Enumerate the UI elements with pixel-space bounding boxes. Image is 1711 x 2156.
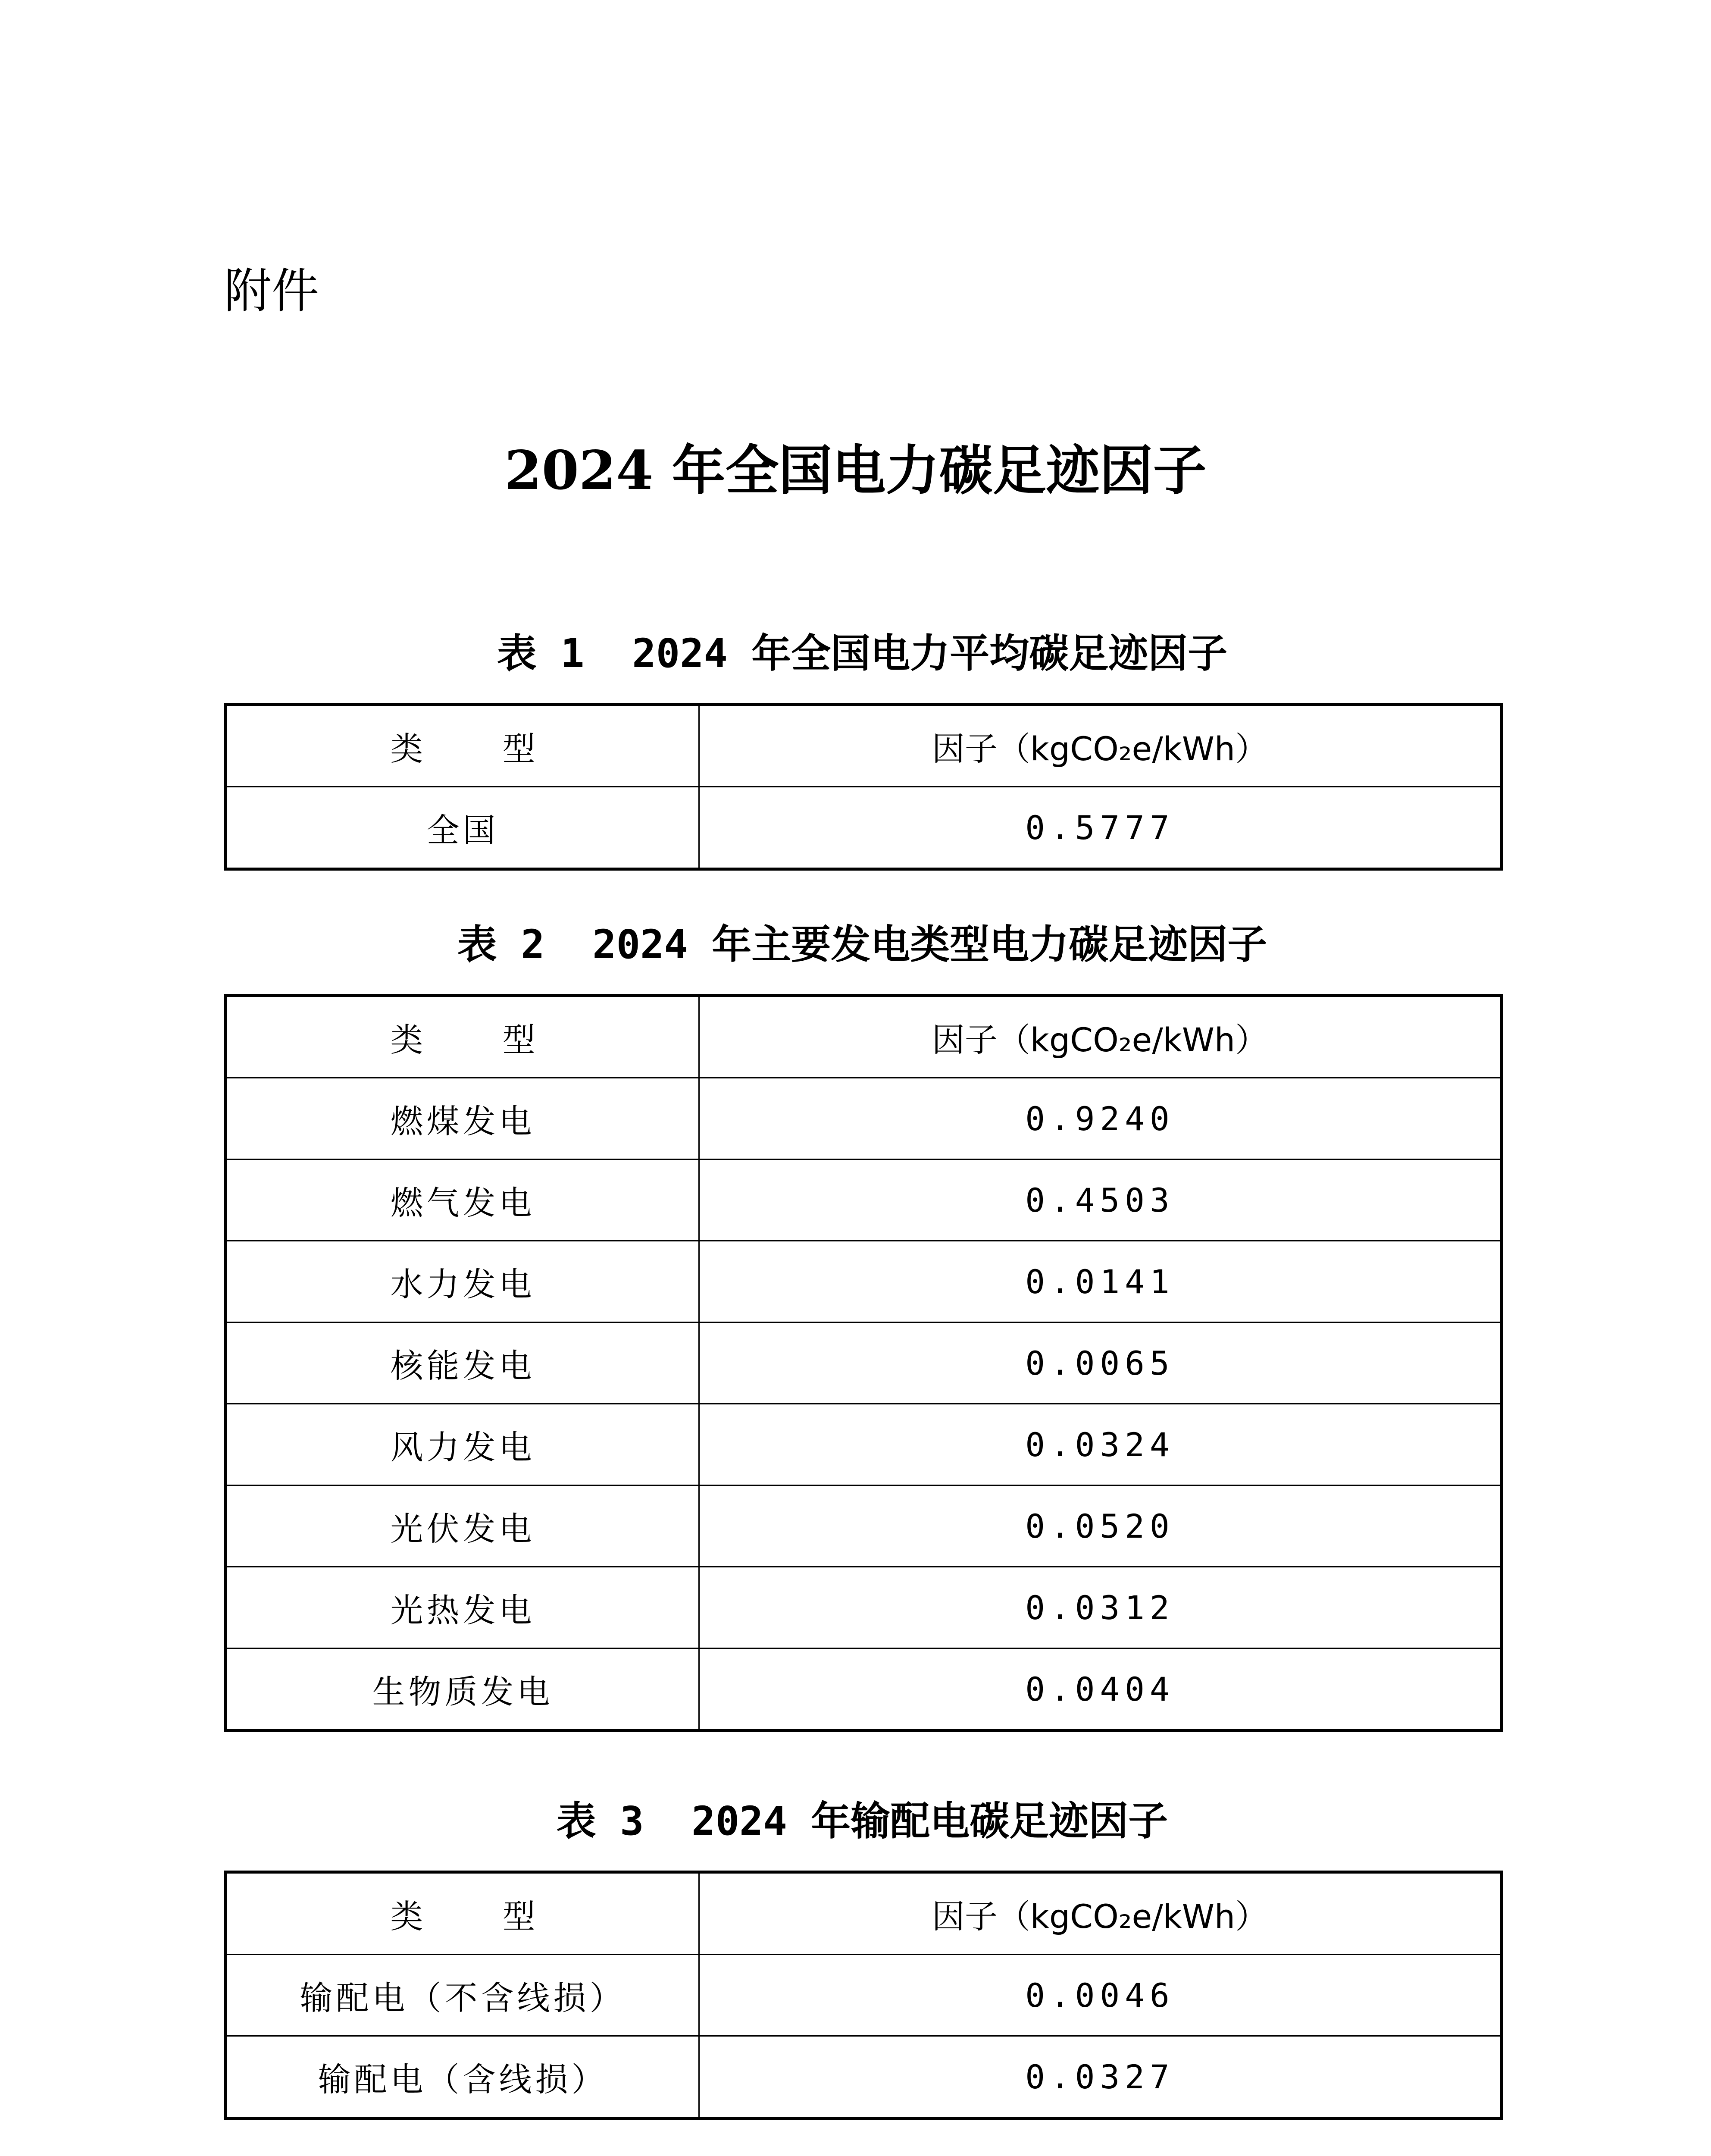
table-row [226, 1159, 1502, 1241]
table-header-row [226, 1872, 1502, 1955]
table-1-caption: 表 1 2024 年全国电力平均碳足迹因子 [497, 630, 1228, 677]
row-type: 水力发电 [226, 1241, 699, 1322]
table-row [226, 1241, 1502, 1322]
attachment-label: 附件 [224, 263, 319, 319]
row-type: 生物质发电 [226, 1648, 699, 1731]
row-value: 0.4503 [699, 1159, 1502, 1241]
row-value: 0.5777 [699, 787, 1502, 869]
row-type: 输配电（含线损） [226, 2036, 699, 2118]
table-3 [224, 1871, 1503, 2120]
table-row [226, 1078, 1502, 1159]
table-3-caption: 表 3 2024 年输配电碳足迹因子 [556, 1798, 1168, 1844]
table-2-caption: 表 2 2024 年主要发电类型电力碳足迹因子 [457, 921, 1267, 968]
column-header-type: 类 型 [226, 1872, 699, 1955]
column-header-type: 类 型 [226, 996, 699, 1078]
table-row [226, 1404, 1502, 1485]
table-header-row [226, 705, 1502, 787]
row-type: 风力发电 [226, 1404, 699, 1485]
table-1 [224, 703, 1503, 871]
document-title: 2024 年全国电力碳足迹因子 [504, 439, 1207, 502]
table-row [226, 1955, 1502, 2036]
row-value: 0.0404 [699, 1648, 1502, 1731]
table-row [226, 787, 1502, 869]
column-header-factor: 因子（kgCO₂e/kWh） [699, 996, 1502, 1078]
row-value: 0.0065 [699, 1322, 1502, 1404]
row-value: 0.0327 [699, 2036, 1502, 2118]
row-value: 0.0046 [699, 1955, 1502, 2036]
table-header-row [226, 996, 1502, 1078]
row-type: 光伏发电 [226, 1485, 699, 1567]
row-type: 全国 [226, 787, 699, 869]
table-row [226, 1485, 1502, 1567]
row-value: 0.0312 [699, 1567, 1502, 1648]
row-value: 0.9240 [699, 1078, 1502, 1159]
column-header-type: 类 型 [226, 705, 699, 787]
row-type: 输配电（不含线损） [226, 1955, 699, 2036]
row-value: 0.0324 [699, 1404, 1502, 1485]
row-type: 光热发电 [226, 1567, 699, 1648]
table-row [226, 2036, 1502, 2118]
row-type: 核能发电 [226, 1322, 699, 1404]
table-row [226, 1648, 1502, 1731]
column-header-factor: 因子（kgCO₂e/kWh） [699, 1872, 1502, 1955]
row-value: 0.0141 [699, 1241, 1502, 1322]
row-type: 燃煤发电 [226, 1078, 699, 1159]
row-type: 燃气发电 [226, 1159, 699, 1241]
table-row [226, 1322, 1502, 1404]
table-2 [224, 994, 1503, 1732]
row-value: 0.0520 [699, 1485, 1502, 1567]
column-header-factor: 因子（kgCO₂e/kWh） [699, 705, 1502, 787]
table-row [226, 1567, 1502, 1648]
